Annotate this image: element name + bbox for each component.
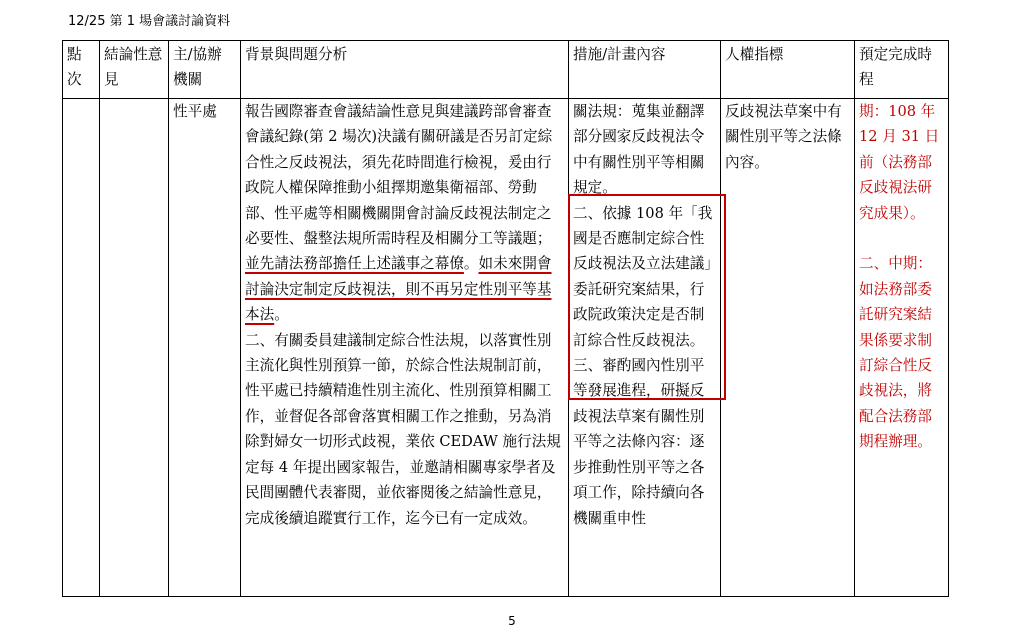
highlight-box: [568, 194, 726, 400]
analysis-punctuation-end: 。: [274, 306, 289, 324]
column-header-indicator: 人權指標: [721, 41, 855, 99]
column-header-analysis: 背景與問題分析: [241, 41, 569, 99]
timeline-paragraph-1: 期：108 年 12 月 31 日前（法務部反歧視法研究成果）。: [859, 103, 940, 222]
measures-paragraph-3: 三、審酌國內性別平等發展進程，研擬反歧視法草案有關性別平等之法條內容：逐步推動性別平等之各項工作，除持續向各機關重申性: [573, 357, 705, 527]
analysis-underlined-text-a: 並先請法務部擔任上述議事之幕僚: [245, 255, 464, 273]
discussion-table: [62, 40, 949, 597]
cell-indicator: 反歧視法草案中有關性別平等之法條內容。: [721, 99, 855, 597]
column-header-timeline: 預定完成時程: [855, 41, 949, 99]
table-row: [63, 99, 949, 597]
measures-paragraph-2a: 二、依據 108 年「我國是否應制定綜合性反歧視法及立法建議」: [573, 204, 719, 273]
column-header-measures: 措施/計畫內容: [569, 41, 721, 99]
measures-paragraph-2b: 委託研究案結果，行政院政策決定是否制訂綜合性反歧視法。: [573, 280, 705, 349]
column-header-point: 點次: [63, 41, 100, 99]
analysis-paragraph-1: 報告國際審查會議結論性意見與建議跨部會審查會議紀錄(第 2 場次)決議有關研議是否另訂定綜合性之反歧視法，須先花時間進行檢視，爰由行政院人權保障推動小組擇期邀集衛福部、勞動部、性平處等相關機關開會討論反歧視法制定之必要性、盤整法規所需時程及相關分工等議題；: [245, 103, 553, 248]
cell-conclusion: [100, 99, 169, 597]
cell-point: [63, 99, 100, 597]
measures-paragraph-1: 關法規：蒐集並翻譯部分國家反歧視法令中有關性別平等相關規定。: [573, 103, 705, 197]
cell-timeline: [855, 99, 949, 597]
page-number: 5: [508, 614, 516, 628]
analysis-underlined-text-b: 如未來開會討論決定制定反歧視法，則不再另定性別平等基本法: [245, 255, 552, 324]
page-header-title: 12/25 第 1 場會議討論資料: [68, 14, 231, 29]
table-header-row: [63, 41, 949, 99]
timeline-paragraph-2: 二、中期：如法務部委託研究案結果係要求制訂綜合性反歧視法，將配合法務部期程辦理。: [859, 255, 932, 451]
cell-analysis: [241, 99, 569, 597]
column-header-agency: 主/協辦機關: [169, 41, 241, 99]
analysis-paragraph-2: 二、有關委員建議制定綜合性法規，以落實性別主流化與性別預算一節，於綜合性法規制訂前，性平處已持續精進性別主流化、性別預算相關工作，並督促各部會落實相關工作之推動，另為消除對婦女一切形式歧視，業依 CEDAW 施行法規定每 4 年提出國家報告，並邀請相關專家學者及民間團體代表審閱，並依審閱後之結論性意見，完成後續追蹤實行工作，迄今已有一定成效。: [245, 331, 561, 527]
cell-agency: 性平處: [169, 99, 241, 597]
analysis-punctuation: 。: [463, 255, 479, 273]
column-header-conclusion: 結論性意見: [100, 41, 169, 99]
